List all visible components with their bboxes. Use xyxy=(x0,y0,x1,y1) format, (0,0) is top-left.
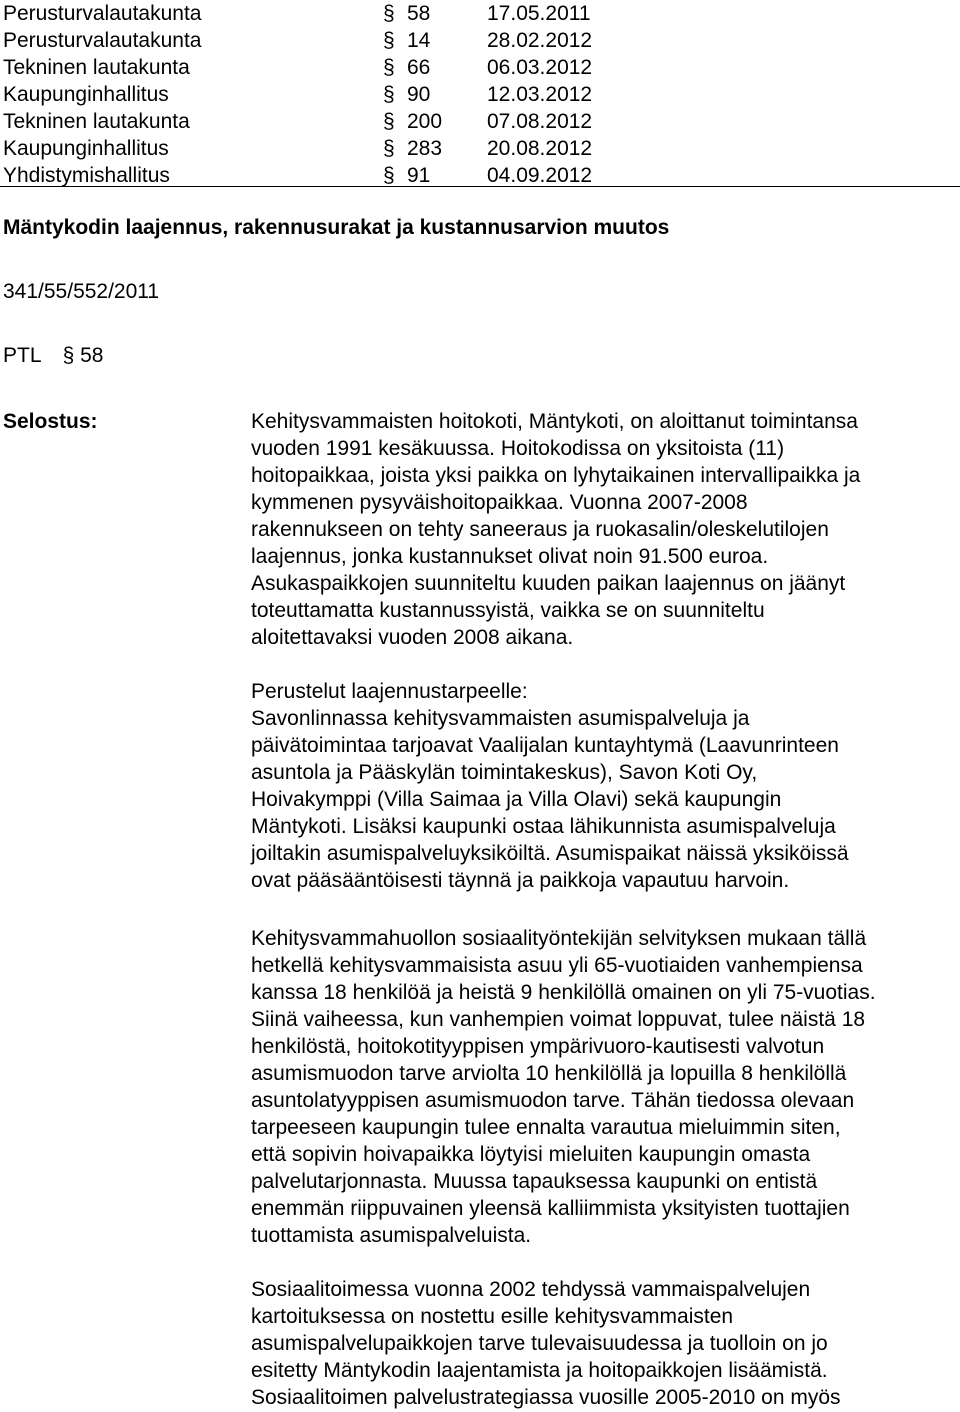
history-row xyxy=(3,162,953,189)
history-date: 06.03.2012 xyxy=(487,56,593,79)
text-line: asumismuodon tarve arviolta 10 henkilöllä ja lopuilla 8 henkilöllä xyxy=(251,1062,847,1085)
paragraph xyxy=(251,1276,956,1411)
history-date: 07.08.2012 xyxy=(487,110,593,133)
history-number: 90 xyxy=(407,83,431,106)
text-line: Kehitysvammaisten hoitokoti, Mäntykoti, on aloittanut toimintansa xyxy=(251,410,858,433)
text-line: tarpeeseen kaupungin tulee ennalta varautua mieluimmin siten, xyxy=(251,1116,841,1139)
history-number: 14 xyxy=(407,29,431,52)
history-row xyxy=(3,54,953,81)
text-line: esitetty Mäntykodin laajentamista ja hoitopaikkojen lisäämistä. xyxy=(251,1359,828,1382)
history-body: Perusturvalautakunta xyxy=(3,29,202,52)
history-body: Tekninen lautakunta xyxy=(3,110,190,133)
text-line: Mäntykoti. Lisäksi kaupunki ostaa lähikunnista asumispalveluja xyxy=(251,815,836,838)
history-number: 283 xyxy=(407,137,443,160)
history-body: Tekninen lautakunta xyxy=(3,56,190,79)
history-body: Perusturvalautakunta xyxy=(3,2,202,25)
text-line: rakennukseen on tehty saneeraus ja ruokasalin/oleskelutilojen xyxy=(251,518,829,541)
section-sign: § xyxy=(383,164,395,187)
text-line: enemmän riippuvainen yleensä kalliimmista yksityisten tuottajien xyxy=(251,1197,850,1220)
history-row xyxy=(3,108,953,135)
history-date: 20.08.2012 xyxy=(487,137,593,160)
text-line: henkilöstä, hoitokotityyppisen ympärivuoro-kautisesti valvotun xyxy=(251,1035,825,1058)
section-sign: § xyxy=(383,110,395,133)
section-sign: § xyxy=(383,2,395,25)
section-reference xyxy=(3,342,103,369)
section-sign: § xyxy=(383,29,395,52)
document-number: 341/55/552/2011 xyxy=(3,280,160,303)
text-line: joiltakin asumispalveluyksiköiltä. Asumispaikat näissä yksiköissä xyxy=(251,842,849,865)
history-date: 17.05.2011 xyxy=(487,2,591,25)
text-line: päivätoimintaa tarjoavat Vaalijalan kuntayhtymä (Laavunrinteen xyxy=(251,734,839,757)
section-sign: § xyxy=(383,56,395,79)
text-line: vuoden 1991 kesäkuussa. Hoitokodissa on yksitoista (11) xyxy=(251,437,785,460)
history-divider xyxy=(0,186,960,187)
history-date: 12.03.2012 xyxy=(487,83,593,106)
text-line: hoitopaikkaa, joista yksi paikka on lyhytaikainen intervallipaikka ja xyxy=(251,464,861,487)
history-body: Kaupunginhallitus xyxy=(3,137,169,160)
text-line: Perustelut laajennustarpeelle: xyxy=(251,680,528,703)
text-line: kymmenen pysyväishoitopaikkaa. Vuonna 2007-2008 xyxy=(251,491,748,514)
history-date: 28.02.2012 xyxy=(487,29,593,52)
history-body: Kaupunginhallitus xyxy=(3,83,169,106)
history-date: 04.09.2012 xyxy=(487,164,593,187)
history-number: 58 xyxy=(407,2,431,25)
text-line: Savonlinnassa kehitysvammaisten asumispalveluja ja xyxy=(251,707,750,730)
history-number: 91 xyxy=(407,164,431,187)
text-line: Asukaspaikkojen suunniteltu kuuden paikan laajennus on jäänyt xyxy=(251,572,846,595)
text-line: palvelutarjonnasta. Muussa tapauksessa kaupunki on entistä xyxy=(251,1170,818,1193)
section-sign: § xyxy=(383,137,395,160)
text-line: kartoituksessa on nostettu esille kehitysvammaisten xyxy=(251,1305,734,1328)
paragraph xyxy=(251,678,956,894)
history-row xyxy=(3,81,953,108)
paragraph xyxy=(251,925,956,1249)
text-line: Sosiaalitoimen palvelustrategiassa vuosille 2005-2010 on myös xyxy=(251,1386,841,1409)
text-line: hetkellä kehitysvammaisista asuu yli 65-vuotiaiden vanhempiensa xyxy=(251,954,863,977)
text-line: Siinä vaiheessa, kun vanhempien voimat loppuvat, tulee näistä 18 xyxy=(251,1008,866,1031)
text-line: Hoivakymppi (Villa Saimaa ja Villa Olavi) sekä kaupungin xyxy=(251,788,782,811)
paragraph xyxy=(251,408,956,651)
text-line: tuottamista asumispalveluista. xyxy=(251,1224,532,1247)
text-line: Sosiaalitoimessa vuonna 2002 tehdyssä vammaispalvelujen xyxy=(251,1278,811,1301)
history-number: 66 xyxy=(407,56,431,79)
section-sign: § xyxy=(62,344,75,367)
text-line: että sopivin hoivapaikka löytyisi mieluiten kaupungin omasta xyxy=(251,1143,811,1166)
history-row xyxy=(3,27,953,54)
text-line: ovat pääsääntöisesti täynnä ja paikkoja vapautuu harvoin. xyxy=(251,869,790,892)
text-line: toteuttamatta kustannussyistä, vaikka se on suunniteltu xyxy=(251,599,765,622)
history-row xyxy=(3,135,953,162)
selostus-label: Selostus: xyxy=(3,410,98,433)
section-number: 58 xyxy=(80,344,104,367)
text-line: aloitettavaksi vuoden 2008 aikana. xyxy=(251,626,574,649)
text-line: laajennus, jonka kustannukset olivat noin 91.500 euroa. xyxy=(251,545,769,568)
section-sign: § xyxy=(383,83,395,106)
text-line: asuntolatyyppisen asumismuodon tarve. Tähän tiedossa olevaan xyxy=(251,1089,855,1112)
text-line: kanssa 18 henkilöä ja heistä 9 henkilöllä omainen on yli 75-vuotias. xyxy=(251,981,876,1004)
text-line: asumispalvelupaikkojen tarve tulevaisuudessa ja tuolloin on jo xyxy=(251,1332,828,1355)
text-line: asuntola ja Pääskylän toimintakeskus), Savon Koti Oy, xyxy=(251,761,758,784)
page-title: Mäntykodin laajennus, rakennusurakat ja kustannusarvion muutos xyxy=(3,216,670,239)
history-body: Yhdistymishallitus xyxy=(3,164,170,187)
history-row xyxy=(3,0,953,27)
section-prefix: PTL xyxy=(3,344,41,367)
history-number: 200 xyxy=(407,110,443,133)
text-line: Kehitysvammahuollon sosiaalityöntekijän selvityksen mukaan tällä xyxy=(251,927,867,950)
